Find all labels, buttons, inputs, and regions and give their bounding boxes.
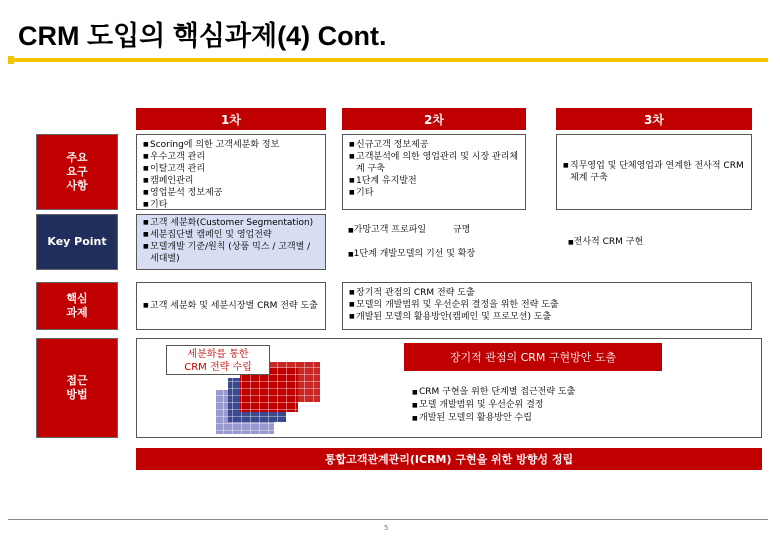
list-item: ■ 개발된 모델의 활용방안(캠페인 및 프로모션) 도출 <box>349 311 745 323</box>
keypoint-phase3-text: 전사적 CRM 구현 <box>573 237 644 247</box>
list-item: ■ 1단계 유지발전 <box>349 175 519 187</box>
keypoint-phase3-line: ■전사적 CRM 구현 <box>568 237 644 247</box>
list-item: ■ 신규고객 정보제공 <box>349 139 519 151</box>
list-item: ■ 우수고객 관리 <box>143 151 319 163</box>
list-item: ■ CRM 구현을 위한 단계별 접근전략 도출 <box>412 386 742 399</box>
row-header-keypoint: Key Point <box>36 214 118 270</box>
list-item: ■ 장기적 관점의 CRM 전략 도출 <box>349 287 745 299</box>
keypoint-phase2-line1: ■가망고객 프로파일 규명 <box>348 225 471 235</box>
phase-header-3: 3차 <box>556 108 752 130</box>
list-item: ■ 고객 세분화(Customer Segmentation) <box>143 217 319 229</box>
title-underline <box>8 58 768 62</box>
list-item: ■ 이탈고객 관리 <box>143 163 319 175</box>
list-item: ■ 영업분석 정보제공 <box>143 187 319 199</box>
row-header-approach: 접근 방법 <box>36 338 118 438</box>
list-item: ■ 고객분석에 의한 영업관리 및 시장 관리체계 구축 <box>349 151 519 175</box>
page-title: CRM 도입의 핵심과제(4) Cont. <box>18 21 387 51</box>
phase-header-1: 1차 <box>136 108 326 130</box>
phase-header-2: 2차 <box>342 108 526 130</box>
approach-list <box>412 386 742 425</box>
list-item: ■ 모델의 개발범위 및 우선순위 결정을 위한 전략 도출 <box>349 299 745 311</box>
list-item: ■ 캠페인관리 <box>143 175 319 187</box>
list-item: ■ Scoring에 의한 고객세분화 정보 <box>143 139 319 151</box>
title-underline-tick <box>8 56 14 64</box>
row-header-requirements: 주요 요구 사항 <box>36 134 118 210</box>
requirements-phase3-cell <box>556 134 752 210</box>
direction-banner: 통합고객관계관리(ICRM) 구현을 위한 방향성 정립 <box>136 448 762 470</box>
tasks-phase23-cell <box>342 282 752 330</box>
list-item: ■ 개발된 모델의 활용방안 수립 <box>412 412 742 425</box>
keypoint-phase23-area <box>342 214 752 270</box>
tasks-phase1-cell <box>136 282 326 330</box>
list-item: ■ 세분집단별 캠페인 및 영업전략 <box>143 229 319 241</box>
keypoint-phase2b-text: 1단계 개발모델의 기선 및 확장 <box>353 249 476 259</box>
requirements-phase2-cell <box>342 134 526 210</box>
list-item: ■ 직무영업 및 단체영업과 연계한 전사적 CRM 체계 구축 <box>563 160 745 184</box>
list-item: ■ 모델 개발범위 및 우선순위 결정 <box>412 399 742 412</box>
requirements-phase1-cell <box>136 134 326 210</box>
list-item: ■ 기타 <box>143 199 319 210</box>
list-item: ■ 기타 <box>349 187 519 199</box>
list-item: ■ 고객 세분화 및 세분시장별 CRM 전략 도출 <box>143 300 318 312</box>
approach-left-callout: 세분화를 통한 CRM 전략 수립 <box>166 345 270 375</box>
keypoint-phase2-suffix: 규명 <box>452 225 471 235</box>
keypoint-phase2-line2: ■1단계 개발모델의 기선 및 확장 <box>348 249 476 259</box>
page-number: 5 <box>384 524 389 532</box>
list-item: ■ 모델개발 기준/원칙 (상품 믹스 / 고객별 / 세대별) <box>143 241 319 265</box>
keypoint-phase1-cell <box>136 214 326 270</box>
footer-rule <box>8 519 768 520</box>
row-header-tasks: 핵심 과제 <box>36 282 118 330</box>
approach-right-callout: 장기적 관점의 CRM 구현방안 도출 <box>404 343 662 371</box>
keypoint-phase2-text: 가망고객 프로파일 <box>353 225 427 235</box>
